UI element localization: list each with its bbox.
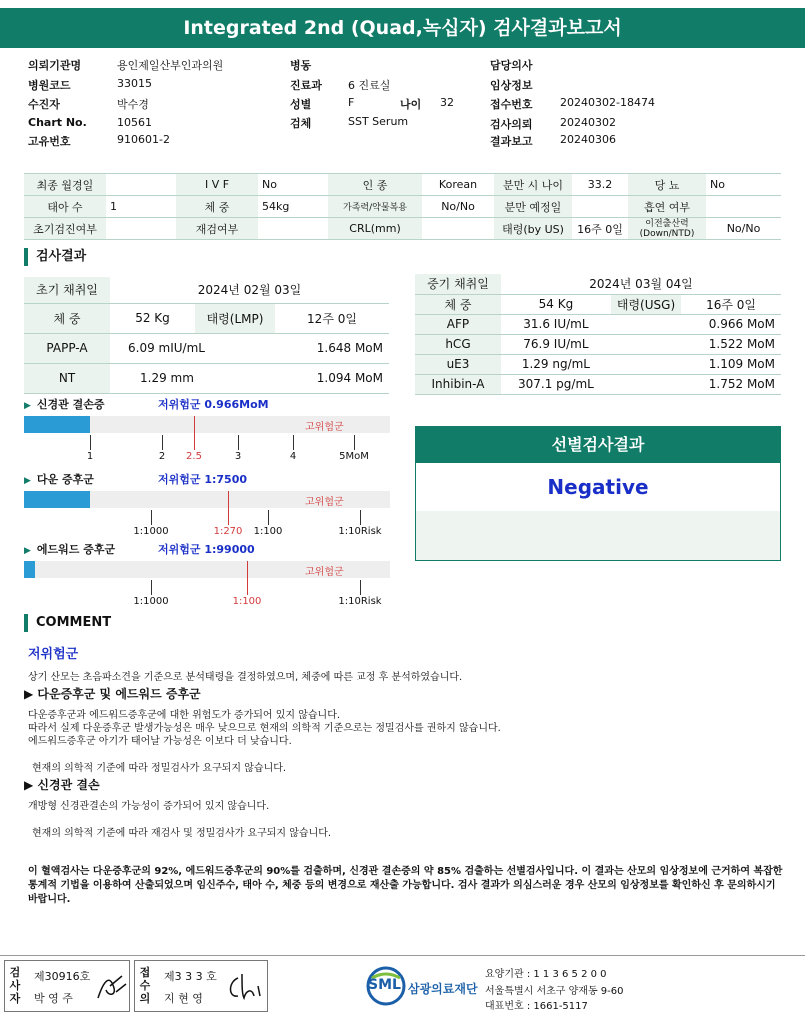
chart-value: 10561 bbox=[117, 116, 152, 129]
report-value: 20240306 bbox=[560, 133, 616, 146]
risk-group: 저위험군 1:7500 bbox=[158, 473, 248, 486]
info-cell: 분만 시 나이 bbox=[494, 174, 572, 196]
info-cell: 태령(by US) bbox=[494, 218, 572, 240]
risk-tick-label: 1:10Risk bbox=[338, 526, 382, 537]
patient-header bbox=[0, 0, 805, 160]
second-weight-value: 54 Kg bbox=[501, 294, 611, 314]
risk-tick bbox=[194, 416, 195, 450]
table-row bbox=[415, 374, 781, 394]
screening-result-box bbox=[415, 426, 781, 561]
first-ga-value: 12주 0일 bbox=[275, 303, 389, 333]
age-label: 나이 bbox=[400, 98, 422, 111]
second-weight-row bbox=[415, 294, 781, 314]
risk-tick-label: 1:100 bbox=[232, 596, 262, 607]
risk-tick bbox=[360, 510, 361, 525]
info-cell bbox=[572, 196, 628, 218]
info-cell: 이전출산력 (Down/NTD) bbox=[628, 218, 706, 240]
risk-name: 에드워드 증후군 bbox=[36, 543, 116, 556]
comment-line: 다운증후군과 에드워드증후군에 대한 위험도가 증가되어 있지 않습니다. bbox=[28, 710, 341, 721]
risk-tick-label: 1:1000 bbox=[133, 596, 169, 607]
approver-name: 지 현 영 bbox=[164, 992, 203, 1005]
marker-name: PAPP-A bbox=[24, 333, 110, 363]
second-weight-label: 체 중 bbox=[415, 294, 501, 314]
first-trimester-table bbox=[24, 277, 389, 394]
phone: 대표번호 : 1661-5117 bbox=[485, 1001, 588, 1012]
screening-title: 선별검사결과 bbox=[416, 427, 780, 463]
table-row bbox=[415, 334, 781, 354]
marker-value: 31.6 IU/mL bbox=[501, 314, 611, 334]
clinical-info-table bbox=[24, 173, 781, 240]
info-cell: 흡연 여부 bbox=[628, 196, 706, 218]
first-date-row bbox=[24, 277, 389, 303]
ward-label: 병동 bbox=[290, 59, 312, 72]
risk-tick bbox=[238, 435, 239, 450]
marker-mom: 1.109 MoM bbox=[611, 354, 781, 374]
comment-line: 현재의 의학적 기준에 따라 정밀검사가 요구되지 않습니다. bbox=[32, 763, 287, 774]
info-cell: 초기검진여부 bbox=[24, 218, 106, 240]
risk-group: 저위험군 1:99000 bbox=[158, 543, 255, 556]
info-cell bbox=[106, 218, 176, 240]
screening-result: Negative bbox=[416, 463, 780, 511]
risk-tick bbox=[354, 435, 355, 450]
info-cell: No/No bbox=[422, 196, 494, 218]
info-cell: 1 bbox=[106, 196, 176, 218]
risk-high-label: 고위험군 bbox=[305, 497, 344, 508]
report-title: Integrated 2nd (Quad,녹십자) 검사결과보고서 bbox=[0, 8, 805, 48]
specimen-label: 검체 bbox=[290, 117, 312, 130]
second-ga-value: 16주 0일 bbox=[681, 294, 781, 314]
company-name: 삼광의료재단 bbox=[408, 982, 478, 996]
institution-label: 의뢰기관명 bbox=[28, 59, 82, 72]
risk-tick-label: 1:10Risk bbox=[338, 596, 382, 607]
report-label: 결과보고 bbox=[490, 135, 533, 148]
info-row bbox=[24, 174, 781, 196]
first-ga-label: 태령(LMP) bbox=[195, 303, 275, 333]
comment-line: 상기 산모는 초음파소견을 기준으로 분석태령을 결정하였으며, 체중에 따른 교정 후 분석하였습니다. bbox=[28, 672, 463, 683]
risk-tick-label: 1:100 bbox=[253, 526, 283, 537]
risk-high-label: 고위험군 bbox=[305, 422, 344, 433]
first-weight-row bbox=[24, 303, 389, 333]
info-cell bbox=[422, 218, 494, 240]
risk-tick bbox=[360, 580, 361, 595]
info-cell: No bbox=[706, 174, 781, 196]
first-date-value: 2024년 02월 03일 bbox=[110, 277, 389, 303]
arrow-icon: ▶ bbox=[24, 476, 31, 486]
examiner-signature-icon bbox=[96, 970, 128, 1004]
risk-high-label: 고위험군 bbox=[305, 567, 344, 578]
sml-logo-text: SML bbox=[368, 977, 401, 993]
institution-value: 용인제일산부인과의원 bbox=[117, 59, 224, 72]
specimen-value: SST Serum bbox=[348, 115, 409, 128]
hospital-code-label: 병원코드 bbox=[28, 79, 71, 92]
first-date-label: 초기 채취일 bbox=[24, 277, 110, 303]
marker-value: 307.1 pg/mL bbox=[501, 374, 611, 394]
approver-license: 제3 3 3 호 bbox=[164, 970, 217, 983]
approver-signature-icon bbox=[224, 970, 264, 1004]
risk-tick-label: 4 bbox=[289, 451, 297, 462]
arrow-icon: ▶ bbox=[24, 546, 31, 556]
examiner-name: 박 영 주 bbox=[34, 992, 73, 1005]
risk-tick bbox=[151, 580, 152, 595]
second-date-label: 중기 채취일 bbox=[415, 274, 501, 294]
marker-mom: 1.752 MoM bbox=[611, 374, 781, 394]
risk-name: 다운 증후군 bbox=[36, 473, 94, 486]
comment-footnote: 이 혈액검사는 다운증후군의 92%, 에드워드증후군의 90%를 검출하며, 신경관 결손증의 약 85% 검출하는 선별검사입니다. 이 결과는 산모의 임상정보에 근거하여 복잡한 통계적 기법을 이용하여 산출되었으며 임신주수, 태아 수, 체중 등의 변경으로 재산출 가능합니다. 검사 결과가 의심스러운 경우 산모의 임상정보를 확인하신 후 문의하시기 바랍니다. bbox=[28, 866, 783, 905]
unique-label: 고유번호 bbox=[28, 135, 71, 148]
second-ga-label: 태령(USG) bbox=[611, 294, 681, 314]
marker-mom: 1.094 MoM bbox=[275, 363, 389, 393]
second-date-row bbox=[415, 274, 781, 294]
info-cell: 최종 월경일 bbox=[24, 174, 106, 196]
address: 서울특별시 서초구 양재동 9-60 bbox=[485, 986, 624, 997]
marker-value: 76.9 IU/mL bbox=[501, 334, 611, 354]
comment-line: 따라서 실제 다운증후군 발생가능성은 매우 낮으므로 현재의 의학적 기준으로는 정밀검사를 권하지 않습니다. bbox=[28, 723, 501, 734]
risk-tick-label: 3 bbox=[234, 451, 242, 462]
comment-line: 개방형 신경관결손의 가능성이 증가되어 있지 않습니다. bbox=[28, 801, 270, 812]
first-weight-value: 52 Kg bbox=[110, 303, 195, 333]
dept-label: 진료과 bbox=[290, 79, 322, 92]
table-row bbox=[24, 333, 389, 363]
risk-tick bbox=[151, 510, 152, 525]
reception-label: 접수번호 bbox=[490, 98, 533, 111]
risk-heading bbox=[24, 471, 94, 487]
info-cell: 인 종 bbox=[328, 174, 422, 196]
risk-tick bbox=[90, 435, 91, 450]
risk-tick-label: 1:1000 bbox=[133, 526, 169, 537]
patient-label: 수진자 bbox=[28, 98, 60, 111]
risk-tick-label: 2.5 bbox=[186, 451, 202, 462]
marker-name: Inhibin-A bbox=[415, 374, 501, 394]
table-row bbox=[24, 363, 389, 393]
risk-heading bbox=[24, 396, 105, 412]
info-cell: CRL(mm) bbox=[328, 218, 422, 240]
dept-value: 6 진료실 bbox=[348, 79, 391, 92]
risk-tick-label: 1:270 bbox=[213, 526, 243, 537]
risk-tick-label: 5MoM bbox=[339, 451, 369, 462]
report-footer bbox=[0, 955, 805, 1015]
marker-name: AFP bbox=[415, 314, 501, 334]
marker-name: hCG bbox=[415, 334, 501, 354]
second-date-value: 2024년 03월 04일 bbox=[501, 274, 781, 294]
marker-value: 6.09 mIU/mL bbox=[110, 333, 275, 363]
risk-bar-fill bbox=[24, 561, 35, 578]
reception-value: 20240302-18474 bbox=[560, 96, 655, 109]
info-cell: Korean bbox=[422, 174, 494, 196]
info-cell: I V F bbox=[176, 174, 258, 196]
marker-value: 1.29 mm bbox=[110, 363, 275, 393]
unique-value: 910601-2 bbox=[117, 133, 170, 146]
marker-name: uE3 bbox=[415, 354, 501, 374]
hospital-code-value: 33015 bbox=[117, 77, 152, 90]
comment-heading-ntd: ▶ 신경관 결손 bbox=[24, 778, 100, 792]
info-cell: No/No bbox=[706, 218, 781, 240]
info-cell: 태아 수 bbox=[24, 196, 106, 218]
info-cell bbox=[706, 196, 781, 218]
risk-tick bbox=[268, 510, 269, 525]
results-section-title: 검사결과 bbox=[24, 248, 86, 266]
examiner-label: 검사자 bbox=[9, 966, 21, 1005]
marker-mom: 1.648 MoM bbox=[275, 333, 389, 363]
comment-heading-down: ▶ 다운증후군 및 에드워드 증후군 bbox=[24, 687, 201, 701]
info-row bbox=[24, 218, 781, 240]
sex-value: F bbox=[348, 96, 355, 109]
comment-title: COMMENT bbox=[24, 614, 111, 632]
comment-group: 저위험군 bbox=[28, 647, 79, 662]
risk-tick bbox=[247, 561, 248, 595]
patient-value: 박수경 bbox=[117, 98, 149, 111]
table-row bbox=[415, 354, 781, 374]
risk-tick-label: 2 bbox=[158, 451, 166, 462]
first-weight-label: 체 중 bbox=[24, 303, 110, 333]
info-cell: 16주 0일 bbox=[572, 218, 628, 240]
risk-tick bbox=[293, 435, 294, 450]
marker-mom: 1.522 MoM bbox=[611, 334, 781, 354]
info-cell: 33.2 bbox=[572, 174, 628, 196]
info-cell: 체 중 bbox=[176, 196, 258, 218]
risk-name: 신경관 결손증 bbox=[36, 398, 105, 411]
agency-number: 요양기관 : 1 1 3 6 5 2 0 0 bbox=[485, 969, 607, 980]
info-cell: 분만 예정일 bbox=[494, 196, 572, 218]
comment-line: 에드워드증후군 아기가 태어날 가능성은 이보다 더 낮습니다. bbox=[28, 736, 292, 747]
info-cell: 재검여부 bbox=[176, 218, 258, 240]
marker-value: 1.29 ng/mL bbox=[501, 354, 611, 374]
risk-bar-fill bbox=[24, 491, 90, 508]
info-row bbox=[24, 196, 781, 218]
approver-label: 접수의 bbox=[139, 966, 151, 1005]
risk-heading bbox=[24, 541, 115, 557]
info-cell bbox=[106, 174, 176, 196]
info-cell: 가족력/약물복용 bbox=[328, 196, 422, 218]
risk-tick bbox=[162, 435, 163, 450]
second-trimester-table bbox=[415, 274, 781, 395]
info-cell: 54kg bbox=[258, 196, 328, 218]
info-cell: No bbox=[258, 174, 328, 196]
comment-line: 현재의 의학적 기준에 따라 재검사 및 정밀검사가 요구되지 않습니다. bbox=[32, 828, 332, 839]
arrow-icon: ▶ bbox=[24, 401, 31, 411]
risk-group: 저위험군 0.966MoM bbox=[158, 398, 269, 411]
sex-label: 성별 bbox=[290, 98, 312, 111]
risk-tick-label: 1 bbox=[86, 451, 94, 462]
examiner-license: 제30916호 bbox=[34, 970, 91, 983]
request-label: 검사의뢰 bbox=[490, 118, 533, 131]
clinical-label: 임상정보 bbox=[490, 79, 533, 92]
chart-label: Chart No. bbox=[28, 116, 87, 129]
marker-mom: 0.966 MoM bbox=[611, 314, 781, 334]
table-row bbox=[415, 314, 781, 334]
info-cell: 당 뇨 bbox=[628, 174, 706, 196]
info-cell bbox=[258, 218, 328, 240]
doctor-label: 담당의사 bbox=[490, 59, 533, 72]
age-value: 32 bbox=[440, 96, 454, 109]
risk-bar-fill bbox=[24, 416, 90, 433]
risk-tick bbox=[228, 491, 229, 525]
marker-name: NT bbox=[24, 363, 110, 393]
request-value: 20240302 bbox=[560, 116, 616, 129]
